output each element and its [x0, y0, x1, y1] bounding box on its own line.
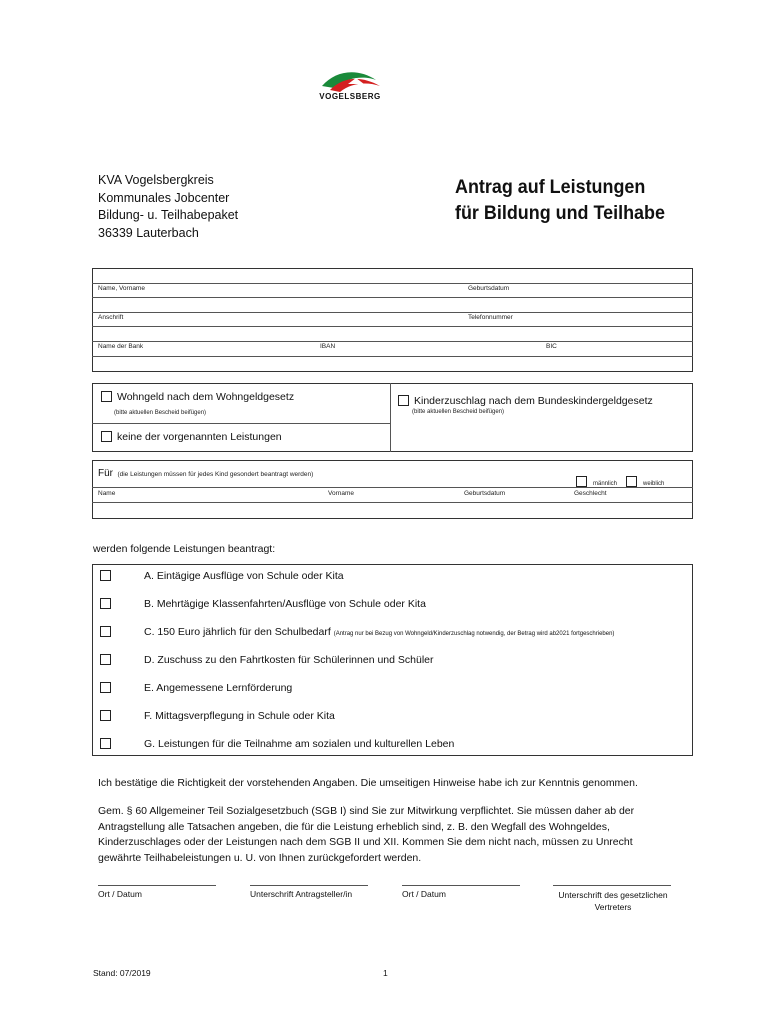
service-f-checkbox[interactable] [100, 710, 111, 721]
male-checkbox[interactable] [576, 476, 587, 487]
service-c-checkbox[interactable] [100, 626, 111, 637]
female-label: weiblich [643, 481, 665, 487]
iban-label: IBAN [320, 343, 336, 350]
male-label: männlich [593, 481, 618, 487]
signature-line-guardian[interactable] [553, 885, 671, 886]
service-item-d [92, 652, 692, 680]
no-benefits-checkbox[interactable] [101, 431, 112, 442]
legal-line: Antragstellung alle Tatsachen angeben, die für die Leistung erheblich sind, z. B. den Wegfall des Wohngeldes, [98, 820, 610, 833]
child-gender-label: Geschlecht [574, 490, 607, 497]
service-c-note: (Antrag nur bei Bezug von Wohngeld/Kinderzuschlag notwendig, der Betrag wird ab2021 fortgeschrieben) [333, 631, 615, 637]
service-b-checkbox[interactable] [100, 598, 111, 609]
signature-line-place-date-1[interactable] [98, 885, 216, 886]
child-birthdate-label: Geburtsdatum [464, 490, 506, 497]
for-child-heading [98, 463, 313, 481]
service-e-label: E. Angemessene Lernförderung [144, 682, 293, 694]
service-item-g [92, 736, 692, 764]
service-c-text [144, 626, 614, 638]
child-supplement-note: (bitte aktuellen Bescheid beifügen) [412, 409, 505, 415]
service-f-label: F. Mittagsverpflegung in Schule oder Kita [144, 710, 335, 722]
form-title [455, 174, 665, 226]
phone-label: Telefonnummer [468, 314, 513, 321]
for-label: Für [98, 468, 113, 479]
address-label: Anschrift [98, 314, 124, 321]
place-date-label-1: Ort / Datum [98, 889, 142, 899]
child-supplement-label: Kinderzuschlag nach dem Bundeskindergeldgesetz [414, 395, 653, 407]
guardian-signature-label [548, 889, 678, 913]
page-number: 1 [383, 968, 388, 978]
service-item-f [92, 708, 692, 736]
bank-field[interactable] [93, 357, 692, 371]
service-d-checkbox[interactable] [100, 654, 111, 665]
child-data-field[interactable] [93, 503, 692, 518]
title-line: Antrag auf Leistungen [455, 176, 646, 198]
child-name-label: Name [98, 490, 116, 497]
service-c-label: C. 150 Euro jährlich für den Schulbedarf [144, 626, 331, 638]
name-label: Name, Vorname [98, 285, 145, 292]
child-firstname-label: Vorname [328, 490, 355, 497]
legal-line: gewährte Teilhabeleistungen u. U. von Ihnen zurückgefordert werden. [98, 851, 422, 864]
service-b-label: B. Mehrtägige Klassenfahrten/Ausflüge von Schule oder Kita [144, 598, 426, 610]
guardian-label-line: Vertreters [594, 902, 632, 912]
legal-notice [98, 804, 658, 866]
address-field[interactable] [93, 327, 692, 340]
service-g-checkbox[interactable] [100, 738, 111, 749]
service-item-c [92, 624, 692, 652]
service-item-e [92, 680, 692, 708]
child-supplement-checkbox[interactable] [398, 395, 409, 406]
office-address [98, 172, 238, 242]
bic-label: BIC [546, 343, 557, 350]
services-intro: werden folgende Leistungen beantragt: [93, 543, 276, 555]
service-d-label: D. Zuschuss zu den Fahrtkosten für Schülerinnen und Schüler [144, 654, 434, 666]
female-checkbox[interactable] [626, 476, 637, 487]
signature-line-applicant[interactable] [250, 885, 368, 886]
service-a-checkbox[interactable] [100, 570, 111, 581]
signature-line-place-date-2[interactable] [402, 885, 520, 886]
legal-line: Kinderzuschlages oder der Leistungen nach dem SGB II und XII. Kommen Sie dem nicht nach, müssen zu Unrecht [98, 836, 633, 848]
form-version: Stand: 07/2019 [93, 968, 151, 978]
housing-benefit-note: (bitte aktuellen Bescheid beifügen) [114, 410, 207, 416]
legal-line: Gem. § 60 Allgemeiner Teil Sozialgesetzbuch (SGB I) sind Sie zur Mitwirkung verpflichtet. Sie müssen daher ab der [98, 805, 635, 817]
service-a-label: A. Eintägige Ausflüge von Schule oder Kita [144, 570, 344, 582]
service-g-label: G. Leistungen für die Teilnahme am sozialen und kulturellen Leben [144, 738, 455, 750]
guardian-label-line: Unterschrift des gesetzlichen [558, 890, 668, 900]
title-line: für Bildung und Teilhabe [455, 202, 665, 224]
address-line: KVA Vogelsbergkreis [98, 173, 214, 187]
place-date-label-2: Ort / Datum [402, 889, 446, 899]
bank-label: Name der Bank [98, 343, 144, 350]
birthdate-label: Geburtsdatum [468, 285, 510, 292]
service-item-a [92, 568, 692, 596]
no-benefits-label: keine der vorgenannten Leistungen [117, 431, 282, 443]
address-line: 36339 Lauterbach [98, 225, 199, 240]
name-field[interactable] [93, 298, 692, 311]
address-line: Bildung- u. Teilhabepaket [98, 208, 239, 222]
housing-benefit-checkbox[interactable] [101, 391, 112, 402]
housing-benefit-label: Wohngeld nach dem Wohngeldgesetz [117, 391, 295, 403]
service-item-b [92, 596, 692, 624]
for-note: (die Leistungen müssen für jedes Kind gesondert beantragt werden) [117, 471, 314, 478]
applicant-signature-label: Unterschrift Antragsteller/in [250, 889, 353, 899]
confirmation-text: Ich bestätige die Richtigkeit der vorstehenden Angaben. Die umseitigen Hinweise habe ich zur Kenntnis genommen. [98, 777, 638, 789]
address-line: Kommunales Jobcenter [98, 190, 230, 205]
logo-wordmark: VOGELSBERG [319, 92, 381, 101]
service-e-checkbox[interactable] [100, 682, 111, 693]
